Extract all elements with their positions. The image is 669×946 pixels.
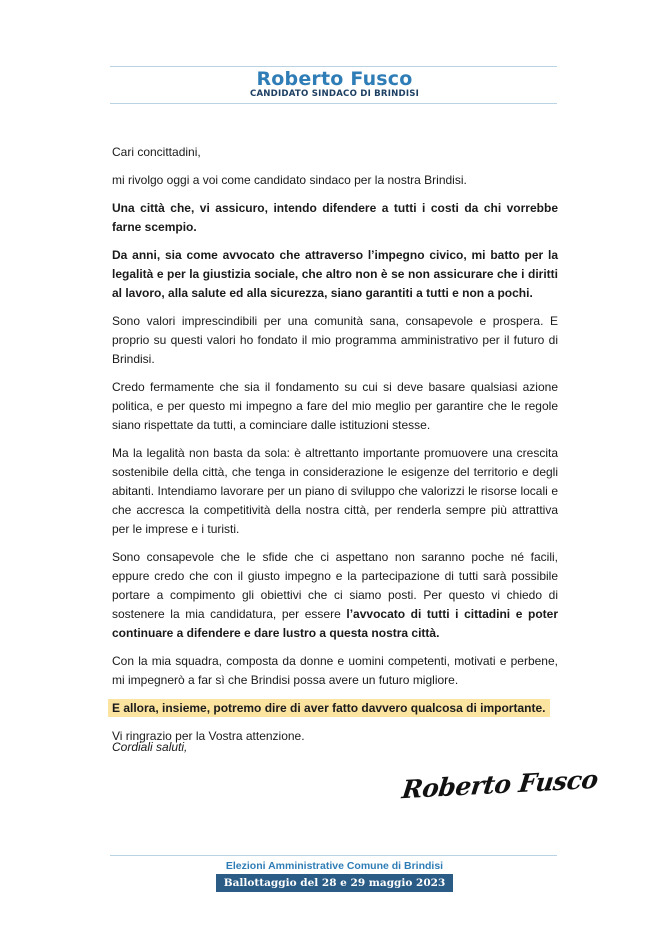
letter-body	[112, 143, 558, 755]
signature: Roberto Fusco	[400, 764, 600, 805]
highlight-paragraph	[112, 699, 558, 718]
paragraph-3: Da anni, sia come avvocato che attraverso l’impegno civico, mi batto per la legalità e per la giustizia sociale, che altro non è se non assicurare che i diritti al lavoro, alla salute ed alla sicurezza, siano garantiti a tutti e non a pochi.	[112, 248, 558, 300]
header-rule-top	[110, 66, 557, 67]
greeting: Cari concittadini,	[112, 145, 201, 159]
paragraph-8: Con la mia squadra, composta da donne e uomini competenti, motivati e perbene, mi impegnerò a far sì che Brindisi possa avere un futuro migliore.	[112, 654, 558, 687]
highlight-text: E allora, insieme, potremo dire di aver fatto davvero qualcosa di importante.	[108, 699, 550, 717]
paragraph-7-bold: l’avvocato di tutti i cittadini e poter continuare a difendere e dare lustro a questa nostra città.	[112, 607, 558, 640]
footer	[0, 860, 669, 892]
paragraph-2: Una città che, vi assicuro, intendo difendere a tutti i costi da chi vorrebbe farne scempio.	[112, 201, 558, 234]
paragraph-5: Credo fermamente che sia il fondamento su cui si deve basare qualsiasi azione politica, e per questo mi impegno a fare del mio meglio per garantire che le regole siano rispettate da tutti, a cominciare dalle istituzioni stesse.	[112, 380, 558, 432]
paragraph-7-text: Sono consapevole che le sfide che ci aspettano non saranno poche né facili, eppure credo che con il giusto impegno e la partecipazione di tutti sarà possibile portare a compimento gli obiettivi che ci siamo posti. Per questo vi chiedo di sostenere la mia candidatura, per essere	[112, 550, 558, 621]
paragraph-7	[112, 548, 558, 643]
letterhead	[0, 69, 669, 99]
candidate-name: Roberto Fusco	[256, 68, 413, 90]
footer-ballot-date: Ballottaggio del 28 e 29 maggio 2023	[216, 874, 454, 892]
thanks: Vi ringrazio per la Vostra attenzione.	[112, 729, 305, 743]
paragraph-4: Sono valori imprescindibili per una comunità sana, consapevole e prospera. E proprio su questi valori ho fondato il mio programma amministrativo per il futuro di Brindisi.	[112, 314, 558, 366]
closing: Cordiali saluti,	[112, 740, 188, 754]
footer-election: Elezioni Amministrative Comune di Brindisi	[225, 860, 444, 872]
paragraph-6: Ma la legalità non basta da sola: è altrettanto importante promuovere una crescita sostenibile della città, che tenga in considerazione le esigenze del territorio e degli abitanti. Intendiamo lavorare per un piano di sviluppo che valorizzi le risorse locali e che accresca la competitività della nostra città, per renderla sempre più attrattiva per le imprese e i turisti.	[112, 446, 558, 536]
header-rule-bottom	[110, 103, 557, 104]
candidate-subtitle: CANDIDATO SINDACO DI BRINDISI	[249, 89, 420, 99]
footer-rule	[110, 855, 557, 856]
paragraph-1: mi rivolgo oggi a voi come candidato sindaco per la nostra Brindisi.	[112, 173, 467, 187]
